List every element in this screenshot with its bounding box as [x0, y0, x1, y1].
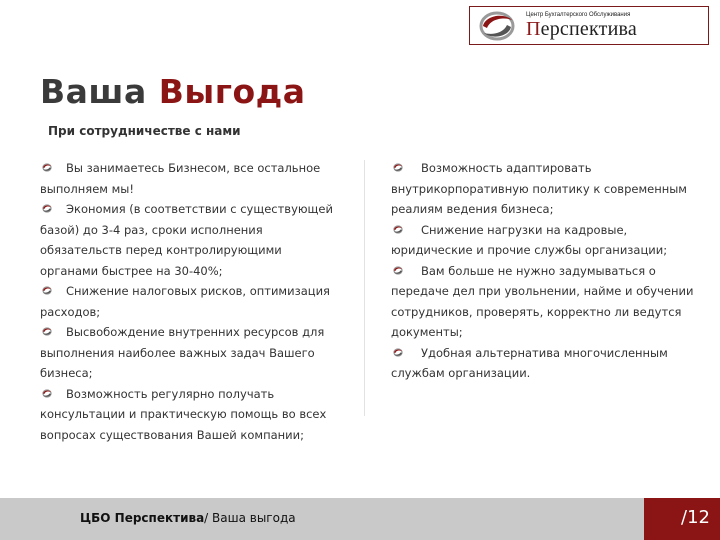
list-item	[40, 384, 340, 446]
footer-org: ЦБО Перспектива	[80, 511, 205, 525]
footer-left-panel	[0, 498, 644, 540]
page-title	[40, 72, 306, 111]
column-divider	[364, 160, 365, 416]
bullet-icon	[42, 286, 52, 295]
logo-name-rest: ерспектива	[540, 18, 637, 40]
footer-section: / Ваша выгода	[204, 511, 296, 525]
bullet-icon	[42, 327, 52, 336]
title-part1: Ваша	[40, 72, 159, 111]
bullet-icon	[393, 348, 403, 357]
list-item-text: Вам больше не нужно задумываться о передаче дел при увольнении, найме и обучении сотрудников, проверять, корректно ли ведутся документы;	[391, 263, 694, 339]
list-item	[40, 281, 340, 322]
list-item	[391, 220, 697, 261]
bullet-icon	[393, 266, 403, 275]
bullet-icon	[42, 389, 52, 398]
logo-name	[526, 18, 637, 41]
list-item-text: Возможность регулярно получать консультации и практическую помощь во всех вопросах существования Вашей компании;	[40, 386, 327, 442]
page-subtitle: При сотрудничестве с нами	[48, 124, 241, 138]
list-item-text: Снижение нагрузки на кадровые, юридические и прочие службы организации;	[391, 222, 668, 257]
bullet-icon	[393, 225, 403, 234]
title-part2: Выгода	[158, 72, 306, 111]
list-item-text: Возможность адаптировать внутрикорпоративную политику к современным реалиям ведения бизнеса;	[391, 161, 687, 216]
list-item	[391, 261, 697, 343]
list-item	[391, 158, 697, 220]
benefits-left-column	[40, 158, 340, 445]
page-number: /12	[681, 507, 710, 528]
logo-subtitle: Центр Бухгалтерского Обслуживания	[526, 12, 631, 18]
page-number-box	[644, 498, 720, 540]
company-logo	[469, 6, 709, 45]
bullet-icon	[393, 163, 403, 172]
list-item	[391, 343, 697, 384]
list-item-text: Высвобождение внутренних ресурсов для выполнения наиболее важных задач Вашего бизнеса;	[40, 325, 325, 380]
logo-emblem-icon	[479, 10, 515, 42]
footer-breadcrumb	[80, 511, 296, 525]
benefits-right-column	[391, 158, 697, 384]
bullet-icon	[42, 163, 52, 172]
list-item-text: Удобная альтернатива многочисленным службам организации.	[391, 345, 668, 380]
list-item-text: Экономия (в соответствии с существующей базой) до 3-4 раз, сроки исполнения обязательств перед контролирующими органами быстрее на 30-40%;	[40, 202, 333, 278]
list-item-text: Снижение налоговых рисков, оптимизация расходов;	[40, 284, 330, 319]
list-item	[40, 158, 340, 199]
footer-bar	[0, 498, 720, 540]
list-item	[40, 199, 340, 281]
bullet-icon	[42, 204, 52, 213]
logo-name-initial: П	[526, 18, 541, 40]
list-item-text: Вы занимаетесь Бизнесом, все остальное выполняем мы!	[40, 161, 321, 196]
list-item	[40, 322, 340, 384]
